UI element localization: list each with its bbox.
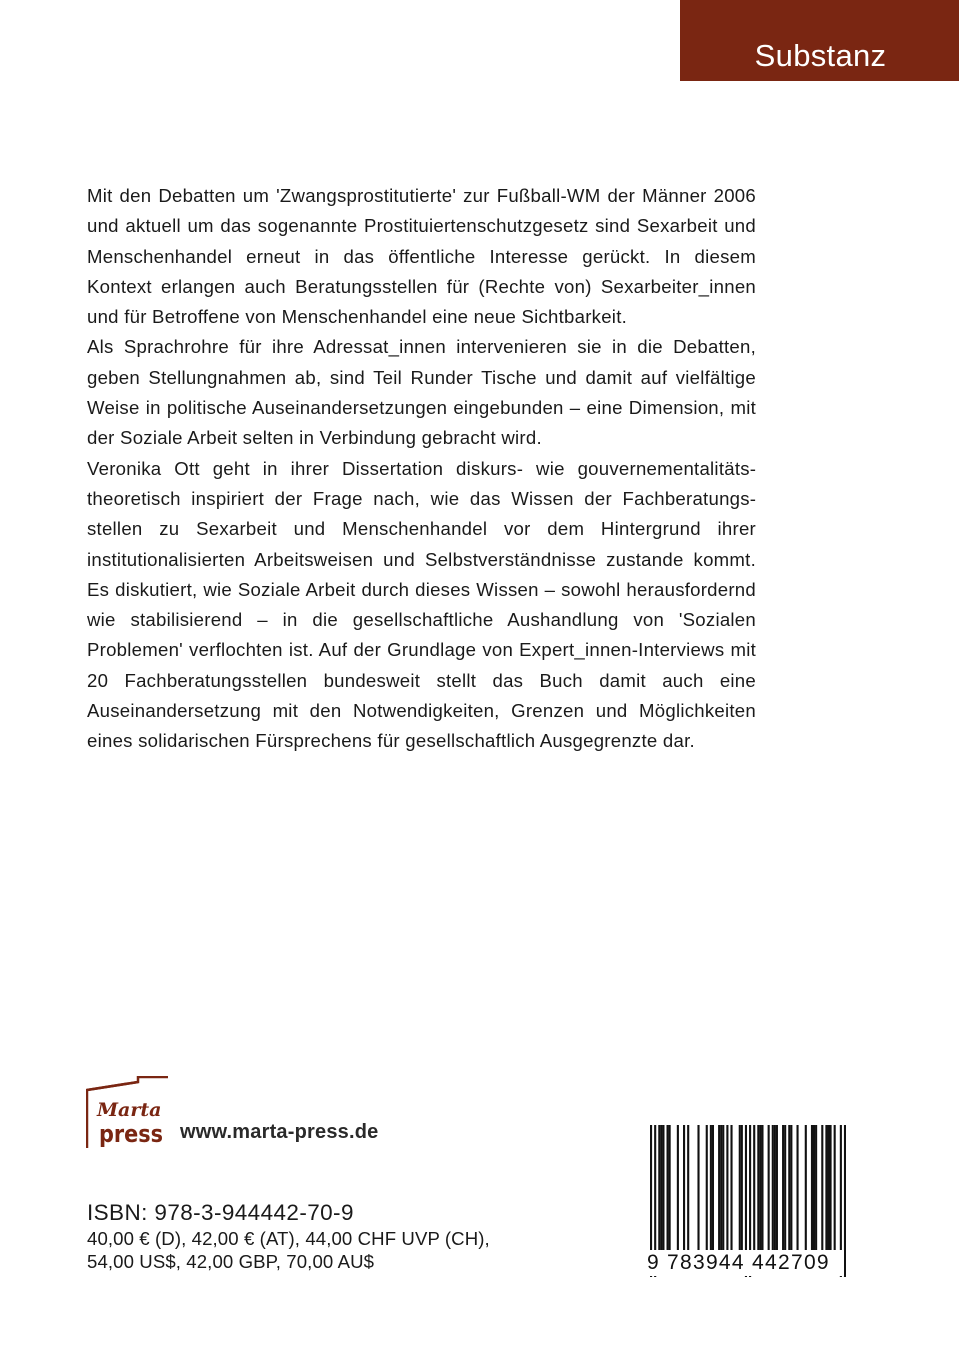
barcode-bar: [844, 1125, 846, 1277]
barcode-bar: [683, 1125, 685, 1250]
barcode-bar: [667, 1125, 669, 1250]
barcode-bar: [829, 1125, 831, 1250]
barcode-bar: [759, 1125, 761, 1250]
barcode-bar: [658, 1125, 660, 1250]
barcode-bar: [776, 1125, 778, 1250]
barcode-digits-right: 442709: [752, 1251, 830, 1274]
barcode-bar: [669, 1125, 671, 1250]
price-line-1: 40,00 € (D), 42,00 € (AT), 44,00 CHF UVP (CH),: [87, 1228, 490, 1249]
barcode-bar: [813, 1125, 815, 1250]
blurb-paragraph-1: Mit den Debatten um 'Zwangsprostitutierte' zur Fußball-WM der Männer 2006 und aktuell um das sogenannte Prostituiertenschutzgesetz sind Sexarbeit und Menschenhandel erneut in das öffentliche Interesse gerückt. In diesem Kontext erlangen auch Beratungsstellen für (Rechte von) Sexarbeiter_innen und für Betroffene von Menschenhandel eine neue Sichtbarkeit.: [87, 185, 756, 328]
barcode-bar: [660, 1125, 662, 1250]
barcode-bar: [834, 1125, 836, 1250]
barcode-digit-first: 9: [647, 1251, 660, 1274]
barcode-bar: [815, 1125, 817, 1250]
blurb-paragraph-2: Als Sprachrohre für ihre Adressat_innen intervenieren sie in die Debatten, geben Stellungnahmen ab, sind Teil Runder Tische und damit auf vielfältige Weise in politische Auseinandersetzungen eingebunden – eine Dimension, mit der Soziale Arbeit selten in Verbindung gebracht wird.: [87, 336, 756, 449]
barcode-bar: [772, 1125, 774, 1250]
isbn-label: ISBN: 978-3-944442-70-9: [87, 1200, 354, 1225]
publisher-website[interactable]: www.marta-press.de: [180, 1121, 379, 1143]
barcode-bar: [739, 1125, 741, 1250]
logo-word-marta: Marta: [97, 1099, 162, 1121]
barcode-digits-left: 783944: [667, 1251, 745, 1274]
barcode-bar: [662, 1125, 664, 1250]
back-cover-blurb: [87, 181, 756, 757]
barcode-bar: [761, 1125, 763, 1250]
barcode-bar: [774, 1125, 776, 1250]
barcode-bar: [741, 1125, 743, 1250]
barcode-bar: [722, 1125, 724, 1250]
series-label: Substanz: [680, 0, 959, 81]
barcode-bar: [687, 1125, 689, 1250]
barcode-bar: [790, 1125, 792, 1250]
barcode-bar: [726, 1125, 728, 1250]
barcode-bar: [811, 1125, 813, 1250]
barcode-bar: [805, 1125, 807, 1250]
barcode-bar: [720, 1125, 722, 1250]
marta-press-logo: [86, 1076, 170, 1150]
barcode-bar: [825, 1125, 827, 1250]
barcode-bar: [796, 1125, 798, 1250]
barcode-bar: [768, 1125, 770, 1250]
barcode-bar: [821, 1125, 823, 1250]
barcode-bar: [706, 1125, 708, 1250]
barcode-bar: [710, 1125, 712, 1250]
price-line-2: 54,00 US$, 42,00 GBP, 70,00 AU$: [87, 1251, 375, 1272]
barcode-bar: [718, 1125, 720, 1250]
barcode-bar: [782, 1125, 784, 1250]
barcode-bar: [730, 1125, 732, 1250]
barcode-bar: [784, 1125, 786, 1250]
blurb-paragraph-3: Veronika Ott geht in ihrer Dissertation diskurs- wie gouvernementalitätstheoretisch inspiriert der Frage nach, wie das Wissen der Fachberatungsstellen zu Sexarbeit und Menschenhandel vor dem Hintergrund ihrer institutionalisierten Arbeitsweisen und Selbstverständnisse zustande kommt. Es diskutiert, wie Soziale Arbeit durch dieses Wissen – sowohl herausfordernd wie stabilisierend – in die gesellschaftliche Aushandlung von 'Sozialen Problemen' verflochten ist. Auf der Grundlage von Expert_innen-Interviews mit 20 Fachberatungsstellen bundesweit stellt das Buch damit auch eine Auseinandersetzung mit den Notwendigkeiten, Grenzen und Möglichkeiten eines solidarischen Fürsprechens für gesellschaftlich Ausgegrenzte dar.: [87, 457, 756, 752]
barcode-bar: [788, 1125, 790, 1250]
barcode-bar: [712, 1125, 714, 1250]
barcode-bar: [827, 1125, 829, 1250]
barcode-bar: [677, 1125, 679, 1250]
barcode-bar: [697, 1125, 699, 1250]
barcode-bar: [753, 1125, 755, 1250]
barcode-digits: [647, 1250, 844, 1276]
barcode-bar: [757, 1125, 759, 1250]
logo-word-press: press: [99, 1120, 163, 1148]
